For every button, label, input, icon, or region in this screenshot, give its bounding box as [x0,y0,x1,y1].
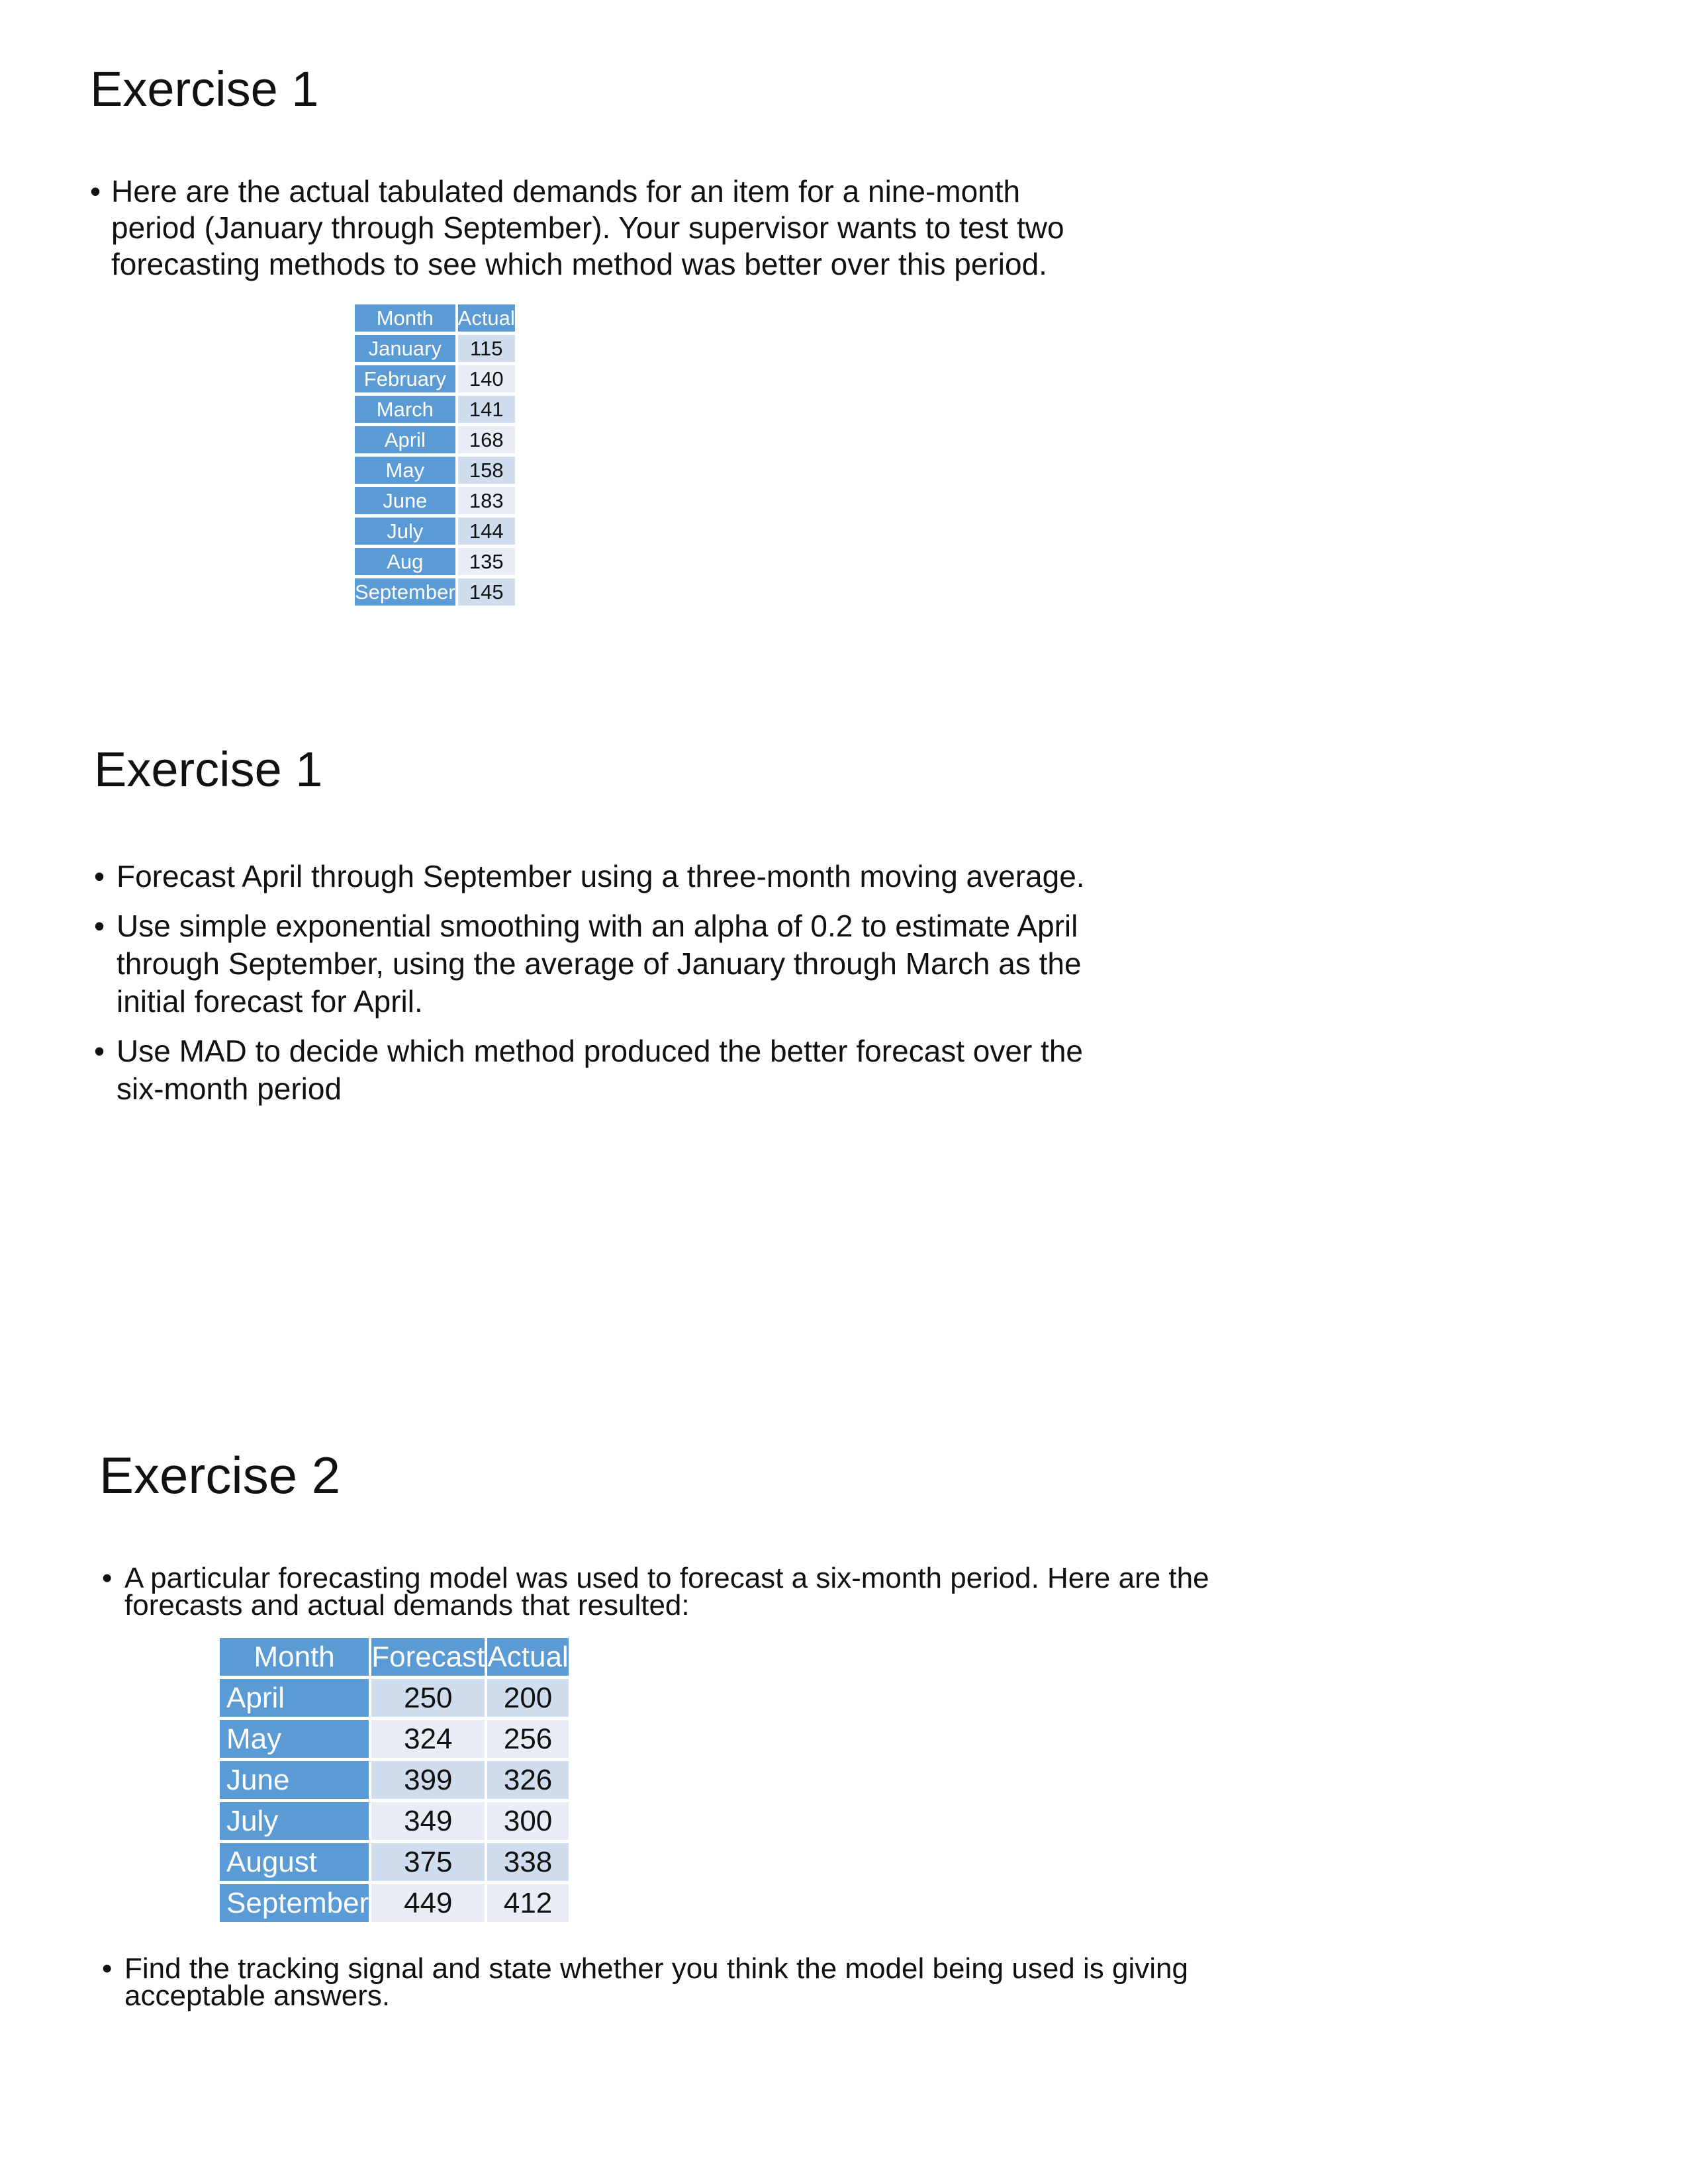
exercise-2-task-list [124,1952,1250,2012]
month-cell: April [355,426,455,453]
month-cell: July [220,1802,369,1840]
actual-cell: 183 [458,487,515,514]
table-row [355,335,515,362]
task-moving-average: • Forecast April through September using a three-month moving average. [117,858,1109,895]
month-cell: July [355,518,455,545]
table-row [220,1761,569,1799]
actual-cell: 256 [487,1720,568,1758]
actual-cell: 140 [458,365,515,392]
forecast-cell: 250 [371,1679,485,1717]
forecast-table-header-month: Month [220,1638,369,1676]
demand-table-header-row [355,304,515,332]
table-row [355,457,515,484]
table-row [355,365,515,392]
forecast-cell: 449 [371,1884,485,1922]
month-cell: June [355,487,455,514]
demand-table [352,301,518,609]
table-row [355,396,515,423]
forecast-table-header-forecast: Forecast [371,1638,485,1676]
actual-cell: 338 [487,1843,568,1881]
month-cell: August [220,1843,369,1881]
table-row [355,487,515,514]
table-row [220,1843,569,1881]
exercise-1-bullet-list [111,173,1091,283]
month-cell: February [355,365,455,392]
exercise-2-description: • A particular forecasting model was used to forecast a six-month period. Here are the forecasts and actual demands that resulted: [124,1565,1250,1619]
month-cell: January [355,335,455,362]
forecast-table [217,1635,571,1925]
actual-cell: 135 [458,548,515,575]
actual-cell: 115 [458,335,515,362]
month-cell: September [220,1884,369,1922]
task-exponential-smoothing: • Use simple exponential smoothing with an alpha of 0.2 to estimate April through September, using the average of January through March as the initial forecast for April. [117,907,1109,1021]
month-cell: March [355,396,455,423]
table-row [355,518,515,545]
table-row [220,1884,569,1922]
exercise-1-title: Exercise 1 [90,62,319,116]
table-row [355,578,515,606]
forecast-cell: 375 [371,1843,485,1881]
table-row [220,1679,569,1717]
demand-table-header-actual: Actual [458,304,515,332]
task-tracking-signal: • Find the tracking signal and state whether you think the model being used is giving acceptable answers. [124,1955,1250,2009]
table-row [220,1802,569,1840]
actual-cell: 300 [487,1802,568,1840]
forecast-cell: 349 [371,1802,485,1840]
month-cell: April [220,1679,369,1717]
actual-cell: 412 [487,1884,568,1922]
forecast-table-header-actual: Actual [487,1638,568,1676]
forecast-table-header-row [220,1638,569,1676]
exercise-1-tasks-title: Exercise 1 [94,742,323,797]
actual-cell: 144 [458,518,515,545]
actual-cell: 168 [458,426,515,453]
actual-cell: 326 [487,1761,568,1799]
month-cell: September [355,578,455,606]
actual-cell: 145 [458,578,515,606]
month-cell: May [355,457,455,484]
month-cell: June [220,1761,369,1799]
table-row [355,548,515,575]
table-row [220,1720,569,1758]
month-cell: May [220,1720,369,1758]
exercise-1-task-list [117,858,1109,1120]
table-row [355,426,515,453]
forecast-cell: 399 [371,1761,485,1799]
exercise-2-title: Exercise 2 [99,1446,341,1504]
task-mad-comparison: • Use MAD to decide which method produced the better forecast over the six-month period [117,1032,1109,1108]
exercise-1-description: • Here are the actual tabulated demands for an item for a nine-month period (January through September). Your supervisor wants to test two forecasting methods to see which method was better over this period. [111,173,1091,283]
actual-cell: 158 [458,457,515,484]
demand-table-header-month: Month [355,304,455,332]
exercise-2-intro-list [124,1562,1250,1621]
forecast-cell: 324 [371,1720,485,1758]
actual-cell: 141 [458,396,515,423]
month-cell: Aug [355,548,455,575]
actual-cell: 200 [487,1679,568,1717]
